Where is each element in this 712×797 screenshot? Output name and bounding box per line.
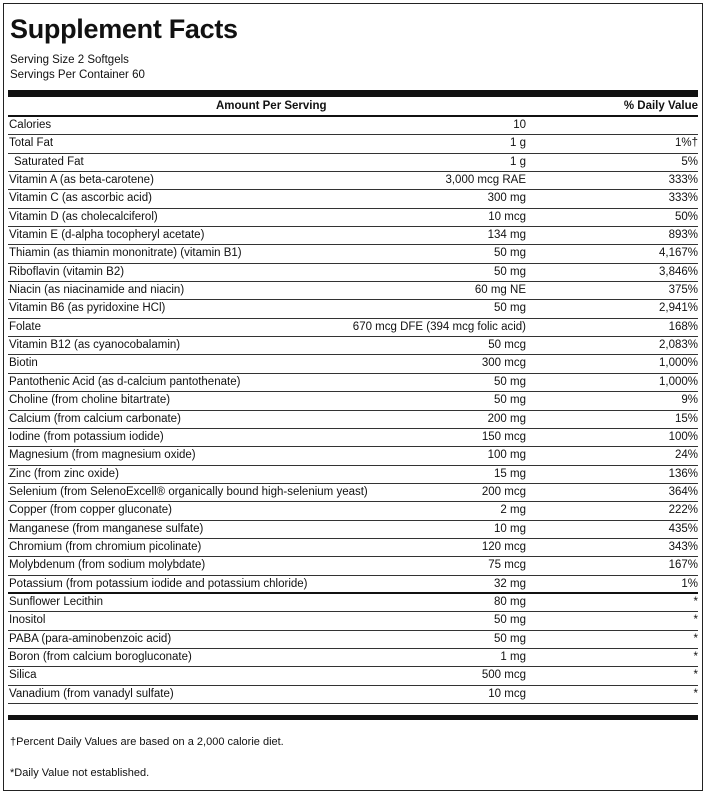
nutrient-daily-value: 343% [668,540,698,553]
nutrient-daily-value: 3,846% [658,265,698,278]
nutrient-name: Thiamin (as thiamin mononitrate) (vitamin B1) [9,247,242,260]
nutrient-amount: 300 mg [487,192,526,205]
nutrient-daily-value: 167% [668,559,698,572]
nutrient-daily-value: 9% [681,394,698,407]
nutrient-name: Chromium (from chromium picolinate) [9,540,202,553]
nutrient-name: Choline (from choline bitartrate) [9,394,171,407]
servings-per-container: Servings Per Container 60 [10,69,145,81]
nutrient-amount: 50 mg [494,302,526,315]
table-row [8,154,698,172]
nutrient-amount: 50 mg [494,614,526,627]
table-row [8,172,698,190]
nutrient-name: Magnesium (from magnesium oxide) [9,449,196,462]
table-row [8,117,698,135]
nutrient-daily-value: * [693,669,698,682]
table-row [8,649,698,667]
nutrient-amount: 500 mcg [481,669,526,682]
table-row [8,411,698,429]
table-row [8,300,698,318]
nutrient-name: Vitamin D (as cholecalciferol) [9,210,158,223]
supplement-facts-panel [3,3,703,791]
panel-title: Supplement Facts [10,14,238,44]
nutrient-name: Vitamin B6 (as pyridoxine HCl) [9,302,166,315]
nutrient-amount: 150 mcg [481,430,526,443]
nutrient-name: Vitamin B12 (as cyanocobalamin) [9,339,181,352]
table-row [8,190,698,208]
table-row [8,557,698,575]
nutrient-name: Vanadium (from vanadyl sulfate) [9,687,174,700]
nutrient-name: Vitamin A (as beta-carotene) [9,174,154,187]
bottom-divider-bar [8,715,698,720]
nutrient-daily-value: 1,000% [658,357,698,370]
nutrient-daily-value: 333% [668,174,698,187]
nutrient-daily-value: 222% [668,504,698,517]
nutrient-name: Biotin [9,357,38,370]
table-row [8,319,698,337]
nutrient-name: Zinc (from zinc oxide) [9,467,119,480]
nutrient-daily-value: 136% [668,467,698,480]
nutrient-name: Iodine (from potassium iodide) [9,430,164,443]
nutrient-name: Riboflavin (vitamin B2) [9,265,125,278]
nutrient-amount: 134 mg [487,229,526,242]
table-row [8,355,698,373]
table-row [8,429,698,447]
nutrient-name: Vitamin C (as ascorbic acid) [9,192,152,205]
nutrient-daily-value: 168% [668,320,698,333]
table-row [8,484,698,502]
table-row [8,227,698,245]
nutrient-amount: 100 mg [487,449,526,462]
table-row [8,447,698,465]
nutrient-name: Inositol [9,614,46,627]
nutrient-name: PABA (para-aminobenzoic acid) [9,632,172,645]
nutrient-daily-value: 435% [668,522,698,535]
nutrient-daily-value: 2,941% [658,302,698,315]
nutrient-daily-value: * [693,632,698,645]
table-row [8,576,698,594]
nutrient-amount: 50 mg [494,394,526,407]
nutrient-amount: 670 mcg DFE (394 mcg folic acid) [352,320,526,333]
nutrient-name: Silica [9,669,37,682]
nutrient-name: Copper (from copper gluconate) [9,504,172,517]
table-row [8,594,698,612]
table-row [8,466,698,484]
nutrient-amount: 50 mg [494,265,526,278]
nutrient-amount: 1 mg [500,650,526,663]
nutrient-daily-value: 100% [668,430,698,443]
nutrient-name: Pantothenic Acid (as d-calcium pantothenate) [9,375,241,388]
nutrient-name: Molybdenum (from sodium molybdate) [9,559,206,572]
nutrient-amount: 10 mcg [488,210,526,223]
nutrient-amount: 300 mcg [481,357,526,370]
nutrient-daily-value: 50% [674,210,698,223]
nutrient-daily-value: * [693,614,698,627]
nutrient-daily-value: 1%† [674,137,698,150]
nutrient-amount: 50 mg [494,632,526,645]
nutrient-daily-value: 893% [668,229,698,242]
serving-size: Serving Size 2 Softgels [10,54,129,66]
nutrient-daily-value: 1% [681,577,698,590]
nutrient-daily-value: 24% [674,449,698,462]
nutrient-daily-value: 1,000% [658,375,698,388]
nutrient-daily-value: 15% [674,412,698,425]
nutrient-amount: 75 mcg [488,559,526,572]
daily-value-header: % Daily Value [623,100,698,112]
top-divider-bar [8,90,698,97]
nutrient-amount: 50 mcg [488,339,526,352]
nutrient-daily-value: 364% [668,485,698,498]
nutrient-table [8,117,698,704]
nutrient-daily-value: 4,167% [658,247,698,260]
table-row [8,667,698,685]
nutrient-amount: 50 mg [494,247,526,260]
nutrient-amount: 200 mg [487,412,526,425]
table-row [8,686,698,704]
table-row [8,245,698,263]
nutrient-amount: 10 mcg [488,687,526,700]
nutrient-name: Sunflower Lecithin [9,595,103,608]
nutrient-name: Calcium (from calcium carbonate) [9,412,181,425]
nutrient-name: Total Fat [9,137,54,150]
nutrient-daily-value: 375% [668,284,698,297]
nutrient-daily-value: * [693,687,698,700]
table-row [8,135,698,153]
nutrient-amount: 80 mg [494,595,526,608]
nutrient-name: Potassium (from potassium iodide and potassium chloride) [9,577,308,590]
nutrient-amount: 1 g [510,155,526,168]
nutrient-amount: 200 mcg [481,485,526,498]
nutrient-name: Vitamin E (d-alpha tocopheryl acetate) [9,229,205,242]
nutrient-daily-value: 333% [668,192,698,205]
footnote-not-established: *Daily Value not established. [10,767,150,779]
nutrient-name: Saturated Fat [14,155,84,168]
nutrient-daily-value: 5% [681,155,698,168]
table-row [8,631,698,649]
nutrient-amount: 32 mg [494,577,526,590]
nutrient-name: Folate [9,320,41,333]
nutrient-amount: 10 [513,119,526,131]
nutrient-name: Manganese (from manganese sulfate) [9,522,204,535]
footnote-percent-daily-value: †Percent Daily Values are based on a 2,000 calorie diet. [10,736,284,748]
nutrient-amount: 3,000 mcg RAE [445,174,526,187]
table-row [8,392,698,410]
table-row [8,282,698,300]
nutrient-name: Selenium (from SelenoExcell® organically bound high-selenium yeast) [9,485,368,498]
nutrient-amount: 15 mg [494,467,526,480]
amount-per-serving-header: Amount Per Serving [216,100,327,112]
nutrient-name: Calories [9,119,52,131]
table-row [8,539,698,557]
nutrient-daily-value: * [693,595,698,608]
nutrient-amount: 50 mg [494,375,526,388]
table-row [8,502,698,520]
nutrient-amount: 120 mcg [481,540,526,553]
table-row [8,521,698,539]
nutrient-amount: 60 mg NE [474,284,526,297]
table-row [8,264,698,282]
nutrient-amount: 1 g [510,137,526,150]
nutrient-daily-value: 2,083% [658,339,698,352]
nutrient-name: Boron (from calcium borogluconate) [9,650,192,663]
nutrient-daily-value: * [693,650,698,663]
table-row [8,209,698,227]
nutrient-amount: 2 mg [500,504,526,517]
table-row [8,374,698,392]
table-row [8,612,698,630]
table-row [8,337,698,355]
nutrient-name: Niacin (as niacinamide and niacin) [9,284,185,297]
nutrient-amount: 10 mg [494,522,526,535]
